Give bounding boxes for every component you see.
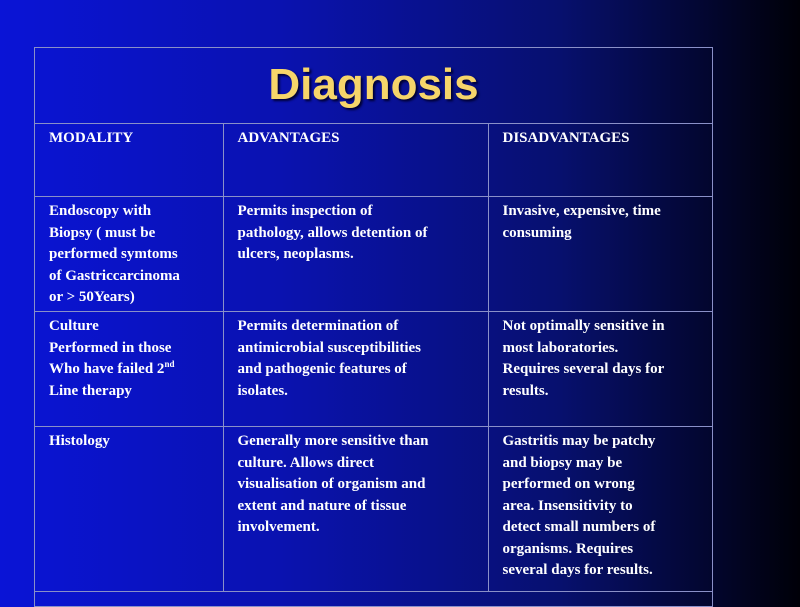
cell-line: Not optimally sensitive in	[502, 318, 665, 334]
cell-line: visualisation of organism and	[237, 476, 426, 492]
cell-line: of Gastriccarcinoma	[49, 267, 180, 284]
cell-line: area. Insensitivity to	[502, 497, 633, 514]
table-row	[35, 427, 713, 592]
cell-disadvantages	[488, 427, 713, 592]
cell-advantages	[223, 197, 488, 312]
cell-line: Invasive, expensive, time	[502, 203, 661, 219]
cell-line: Histology	[49, 433, 110, 449]
cell-line: performed on wrong	[502, 476, 635, 492]
cell-modality	[35, 427, 223, 592]
cell-line: extent and nature of tissue	[237, 497, 407, 514]
cell-modality	[35, 197, 223, 312]
cell-line: isolates.	[237, 382, 288, 399]
cell-line: Requires several days for	[502, 361, 665, 377]
cell-line: organisms. Requires	[502, 540, 634, 557]
header-modality: MODALITY	[35, 124, 223, 197]
cell-line: Gastritis may be patchy	[502, 433, 656, 449]
cell-line: Culture	[49, 318, 99, 334]
cell-line: antimicrobial susceptibilities	[237, 339, 421, 356]
table-row	[35, 312, 713, 427]
cell-line: involvement.	[237, 519, 320, 535]
table-row	[35, 197, 713, 312]
cell-line: ulcers, neoplasms.	[237, 246, 354, 262]
cell-advantages	[223, 312, 488, 427]
cell-line: results.	[502, 382, 549, 399]
cell-line: Line therapy	[49, 382, 132, 399]
cell-disadvantages	[488, 197, 713, 312]
ordinal-superscript: nd	[164, 359, 175, 369]
page-title: Diagnosis	[268, 59, 479, 109]
cell-advantages	[223, 427, 488, 592]
cell-line: Biopsy ( must be	[49, 224, 156, 241]
header-advantages: ADVANTAGES	[223, 124, 488, 197]
cell-line: consuming	[502, 224, 572, 241]
title-row	[35, 48, 712, 124]
cell-line: detect small numbers of	[502, 519, 656, 535]
cell-line: and pathogenic features of	[237, 361, 407, 377]
table-frame	[34, 47, 713, 607]
cell-line: pathology, allows detention of	[237, 224, 428, 241]
cell-line: Performed in those	[49, 339, 172, 356]
header-disadvantages: DISADVANTAGES	[488, 124, 713, 197]
header-row	[35, 124, 713, 197]
cell-modality	[35, 312, 223, 427]
cell-line: Who have failed 2	[49, 361, 165, 377]
cell-line: performed symtoms	[49, 246, 178, 262]
cell-disadvantages	[488, 312, 713, 427]
cell-line: most laboratories.	[502, 339, 619, 356]
cell-line: Permits determination of	[237, 318, 399, 334]
diagnosis-table	[35, 124, 713, 592]
cell-line: several days for results.	[502, 562, 653, 578]
cell-line: or > 50Years)	[49, 289, 135, 305]
cell-line: Generally more sensitive than	[237, 433, 429, 449]
cell-line: Endoscopy with	[49, 203, 152, 219]
cell-line: Permits inspection of	[237, 203, 373, 219]
cell-line: culture. Allows direct	[237, 454, 375, 471]
cell-line: and biopsy may be	[502, 454, 623, 471]
